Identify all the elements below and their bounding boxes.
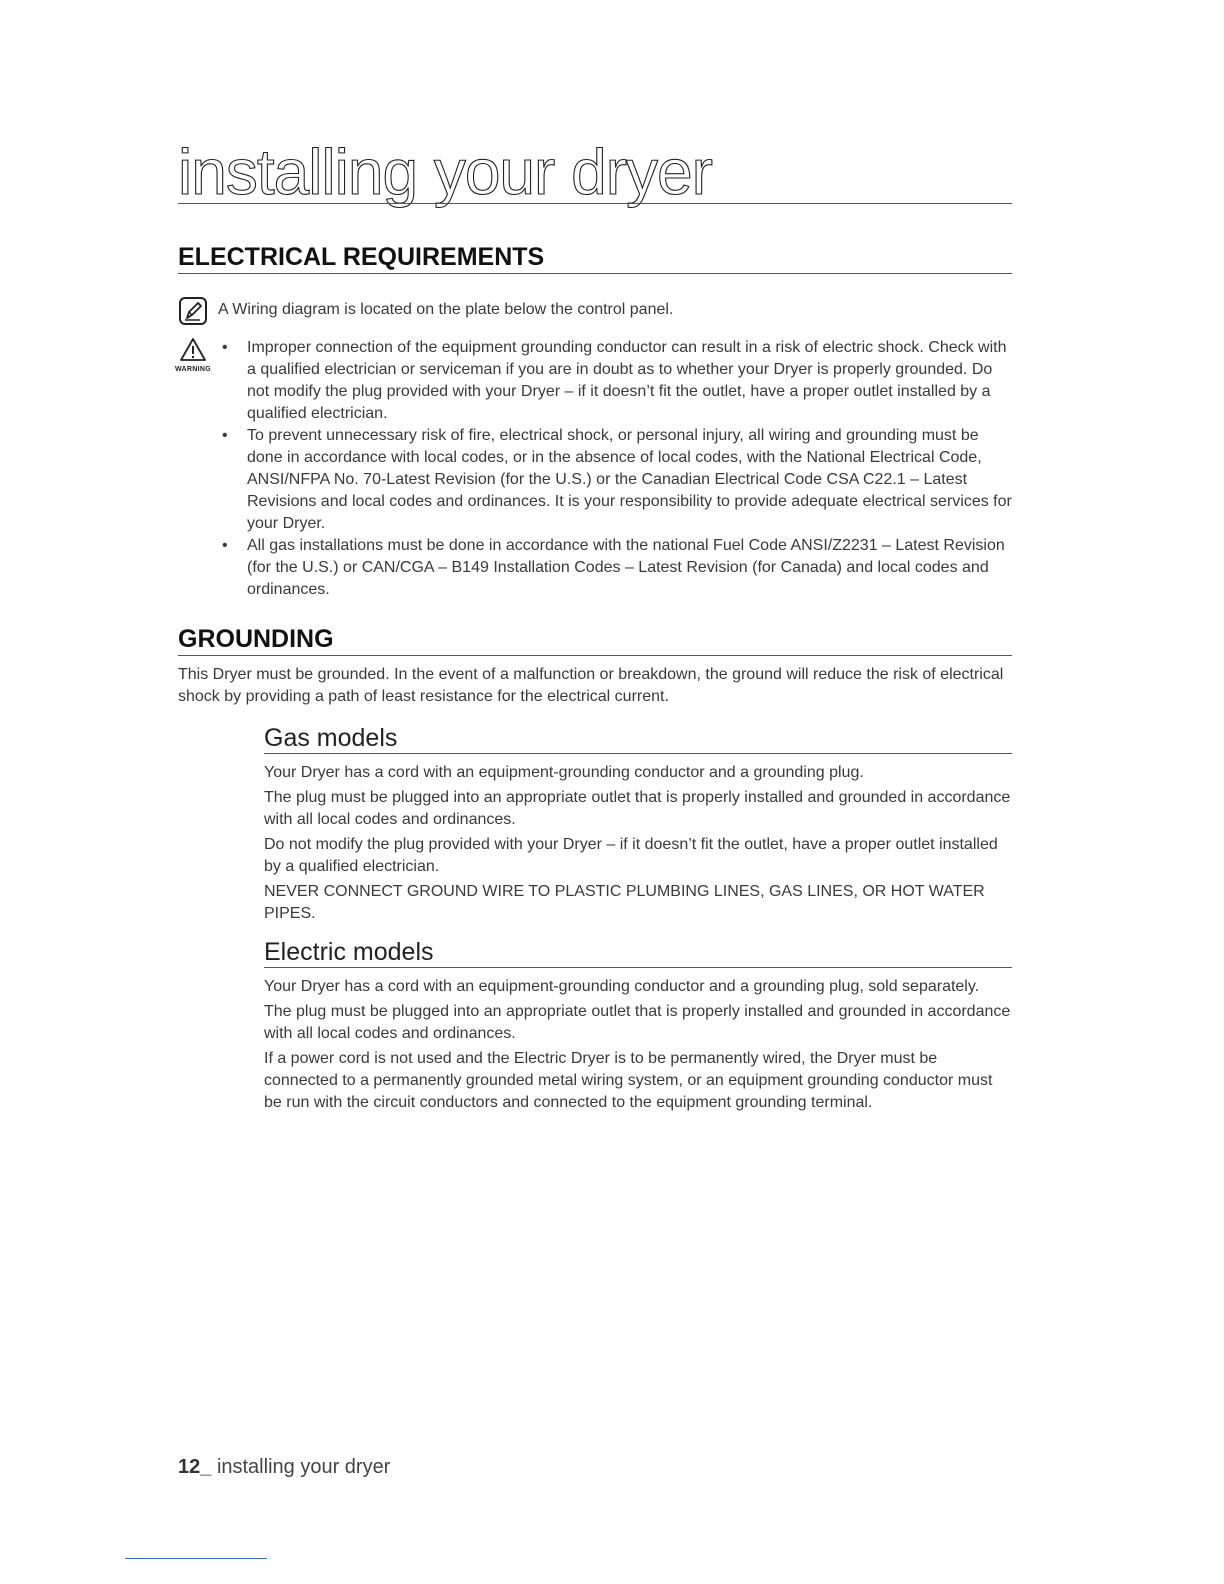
warning-label: WARNING [175,366,211,373]
electric-paragraph: If a power cord is not used and the Electric Dryer is to be permanently wired, the Dryer must be connected to a permanently grounded metal wiring system, or an equipment grounding conductor must be run with the circuit conductors and connected to the equipment grounding terminal. [264,1050,993,1111]
grounding-heading: GROUNDING [178,624,1012,656]
electric-paragraph: The plug must be plugged into an appropriate outlet that is properly installed and grounded in accordance with all local codes and ordinances. [264,1003,1011,1042]
page-number: 12_ [178,1456,212,1478]
electric-models-body [264,976,1012,1114]
page-title: installing your dryer [178,136,712,208]
electric-paragraph: Your Dryer has a cord with an equipment-grounding conductor and a grounding plug, sold separately. [264,978,980,995]
gas-models-heading: Gas models [264,723,1012,754]
list-item: • All gas installations must be done in accordance with the national Fuel Code ANSI/Z2231 – Latest Revision (for the U.S.) or CAN/CGA – B149 Installation Codes – Latest Revision (for Canada) and local codes and ordinances. [222,537,1005,598]
gas-paragraph: NEVER CONNECT GROUND WIRE TO PLASTIC PLUMBING LINES, GAS LINES, OR HOT WATER PIPES. [264,883,985,922]
bullet-text: All gas installations must be done in accordance with the national Fuel Code ANSI/Z2231 – Latest Revision (for the U.S.) or CAN/CGA – B149 Installation Codes – Latest Revision (for Canada) and local codes and ordinances. [247,537,1005,598]
list-item: • To prevent unnecessary risk of fire, electrical shock, or personal injury, all wiring and grounding must be done in accordance with local codes, or in the absence of local codes, with the National Electrical Code, ANSI/NFPA No. 70-Latest Revision (for the U.S.) or the Canadian Electrical Code CSA C22.1 – Latest Revisions and local codes and ordinances. It is your responsibility to provide adequate electrical services for your Dryer. [222,427,1012,532]
bottom-rule [125,1558,267,1559]
title-rule [178,203,1012,204]
gas-models-body [264,762,1012,925]
warning-triangle-icon [179,337,207,363]
page-footer [178,1456,390,1479]
electric-models-heading: Electric models [264,937,1012,968]
footer-label: installing your dryer [216,1456,391,1478]
gas-paragraph: The plug must be plugged into an appropriate outlet that is properly installed and grounded in accordance with all local codes and ordinances. [264,789,1011,828]
warning-bullet-list [218,337,1018,601]
gas-paragraph: Your Dryer has a cord with an equipment-grounding conductor and a grounding plug. [264,764,864,781]
note-text: A Wiring diagram is located on the plate below the control panel. [218,301,674,318]
bullet-text: To prevent unnecessary risk of fire, electrical shock, or personal injury, all wiring and grounding must be done in accordance with local codes, or in the absence of local codes, with the National Electrical Code, ANSI/NFPA No. 70-Latest Revision (for the U.S.) or the Canadian Electrical Code CSA C22.1 – Latest Revisions and local codes and ordinances. It is your responsibility to provide adequate electrical services for your Dryer. [247,427,1012,532]
grounding-intro: This Dryer must be grounded. In the event of a malfunction or breakdown, the ground will reduce the risk of electrical shock by providing a path of least resistance for the electrical current. [178,666,1004,705]
bullet-text: Improper connection of the equipment grounding conductor can result in a risk of electric shock. Check with a qualified electrician or serviceman if you are in doubt as to whether your Dryer is properly grounded. Do not modify the plug provided with your Dryer – if it doesn’t fit the outlet, have a proper outlet installed by a qualified electrician. [247,339,1007,422]
list-item: • Improper connection of the equipment grounding conductor can result in a risk of electric shock. Check with a qualified electrician or serviceman if you are in doubt as to whether your Dryer is properly grounded. Do not modify the plug provided with your Dryer – if it doesn’t fit the outlet, have a proper outlet installed by a qualified electrician. [222,339,1007,422]
warning-badge [172,337,214,373]
electrical-requirements-heading: ELECTRICAL REQUIREMENTS [178,242,1012,274]
note-pencil-icon [178,296,208,331]
gas-paragraph: Do not modify the plug provided with your Dryer – if it doesn’t fit the outlet, have a proper outlet installed by a qualified electrician. [264,836,998,875]
